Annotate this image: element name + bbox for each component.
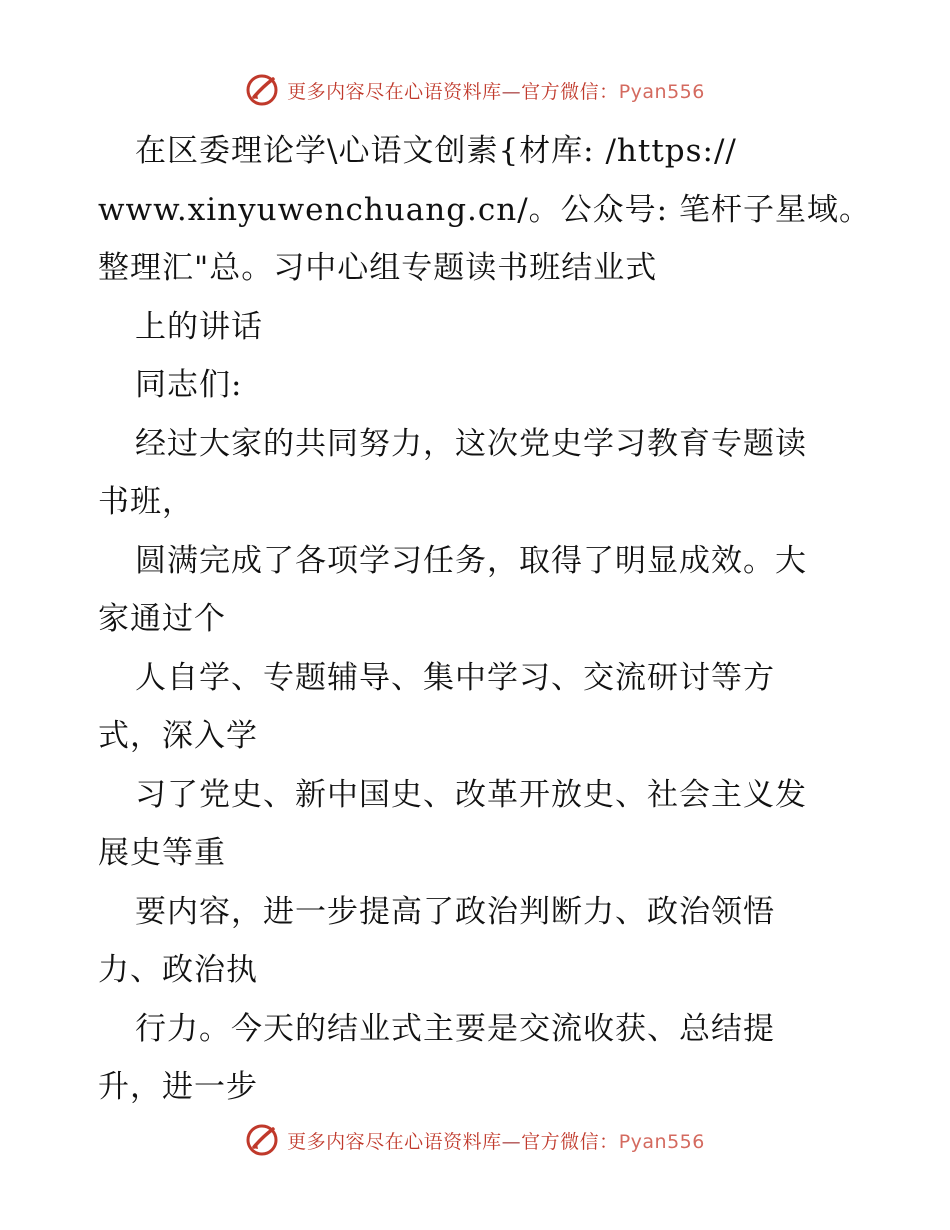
footer-banner xyxy=(0,1120,950,1160)
text-line: 整理汇"总。习中心组专题读书班结业式 xyxy=(98,250,658,286)
text-line: 升，进一步 xyxy=(98,1069,258,1105)
text-line: 经过大家的共同努力，这次党史学习教育专题读 xyxy=(135,425,807,462)
text-line: 习了党史、新中国史、改革开放史、社会主义发 xyxy=(135,776,807,813)
brush-logo-icon xyxy=(245,73,279,107)
brush-logo-icon xyxy=(245,1123,279,1157)
text-line: 展史等重 xyxy=(98,835,226,871)
text-line: 家通过个 xyxy=(98,601,226,637)
text-line: 在区委理论学\心语文创素{材库: /https:// xyxy=(135,133,737,169)
document-body xyxy=(98,122,871,1117)
text-line: 书班， xyxy=(98,484,194,520)
footer-banner-text: 更多内容尽在心语资料库—官方微信：Pyan556 xyxy=(287,1130,705,1153)
text-line: 同志们: xyxy=(135,367,243,403)
text-line: 式，深入学 xyxy=(98,718,258,754)
header-banner xyxy=(0,70,950,110)
text-line: 行力。今天的结业式主要是交流收获、总结提 xyxy=(135,1010,775,1047)
text-line: www.xinyuwenchuang.cn/。公众号: 笔杆子星域。 xyxy=(98,191,871,228)
header-banner-text: 更多内容尽在心语资料库—官方微信：Pyan556 xyxy=(287,80,705,103)
text-line: 力、政治执 xyxy=(98,952,258,988)
text-line: 人自学、专题辅导、集中学习、交流研讨等方 xyxy=(135,659,775,696)
text-line: 上的讲话 xyxy=(135,308,263,345)
text-line: 要内容，进一步提高了政治判断力、政治领悟 xyxy=(135,893,775,930)
text-line: 圆满完成了各项学习任务，取得了明显成效。大 xyxy=(135,542,807,579)
